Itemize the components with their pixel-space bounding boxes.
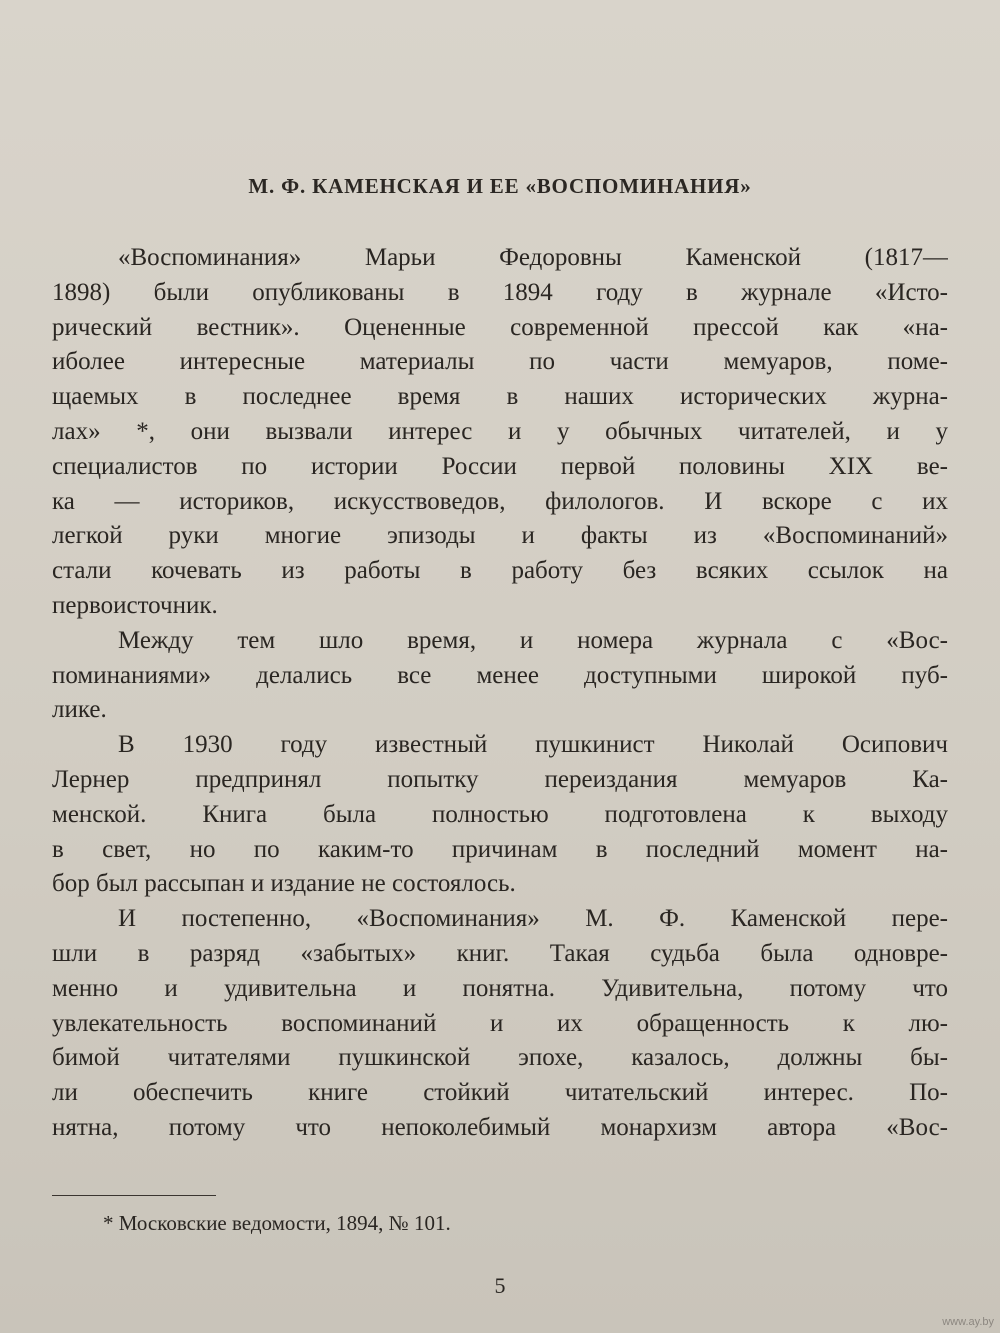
text-line: в свет, но по каким-то причинам в последний момент на- xyxy=(52,835,948,863)
text-line: «Воспоминания» Марьи Федоровны Каменской (1817— xyxy=(118,244,948,271)
text-line: бимой читателями пушкинской эпохе, казалось, должны бы- xyxy=(52,1044,948,1072)
footnote-divider xyxy=(52,1195,216,1196)
text-line: шли в разряд «забытых» книг. Такая судьба была одновре- xyxy=(52,939,948,967)
text-line: увлекательность воспоминаний и их обращенность к лю- xyxy=(52,1009,948,1037)
text-line: Между тем шло время, и номера журнала с «Вос- xyxy=(118,626,948,654)
text-line: щаемых в последнее время в наших исторических журна- xyxy=(52,383,948,411)
text-line: нятна, потому что непоколебимый монархизм автора «Вос- xyxy=(52,1113,948,1141)
text-line: лике. xyxy=(52,696,107,724)
text-line: специалистов по истории России первой половины XIX ве- xyxy=(52,452,948,480)
text-line: ка — историков, искусствоведов, филологов. И вскоре с их xyxy=(52,487,948,515)
text-line: 1898) были опубликованы в 1894 году в журнале «Исто- xyxy=(52,278,948,306)
body-text xyxy=(52,241,948,1146)
text-line: менно и удивительна и понятна. Удивительна, потому что xyxy=(52,974,948,1002)
text-line: поминаниями» делались все менее доступными широкой пуб- xyxy=(52,661,948,689)
text-line: легкой руки многие эпизоды и факты из «Воспоминаний» xyxy=(52,522,948,550)
footnote: * Московские ведомости, 1894, № 101. xyxy=(103,1211,451,1235)
text-line: иболее интересные материалы по части мемуаров, поме- xyxy=(52,348,948,376)
text-line: лах» *, они вызвали интерес и у обычных читателей, и у xyxy=(52,417,948,445)
page-number: 5 xyxy=(494,1273,506,1298)
text-line: рический вестник». Оцененные современной прессой как «на- xyxy=(52,313,948,341)
text-line: менской. Книга была полностью подготовлена к выходу xyxy=(52,800,948,828)
text-line: И постепенно, «Воспоминания» М. Ф. Каменской пере- xyxy=(118,905,948,933)
text-line: В 1930 году известный пушкинист Николай Осипович xyxy=(118,731,948,759)
text-line: ли обеспечить книге стойкий читательский интерес. По- xyxy=(52,1079,948,1107)
text-line: первоисточник. xyxy=(52,591,218,619)
watermark: www.ay.by xyxy=(942,1316,994,1328)
text-line: стали кочевать из работы в работу без всяких ссылок на xyxy=(52,557,948,585)
text-line: Лернер предпринял попытку переиздания мемуаров Ка- xyxy=(52,765,948,793)
chapter-heading: М. Ф. КАМЕНСКАЯ И ЕЕ «ВОСПОМИНАНИЯ» xyxy=(248,174,752,198)
text-line: бор был рассыпан и издание не состоялось. xyxy=(52,870,516,898)
